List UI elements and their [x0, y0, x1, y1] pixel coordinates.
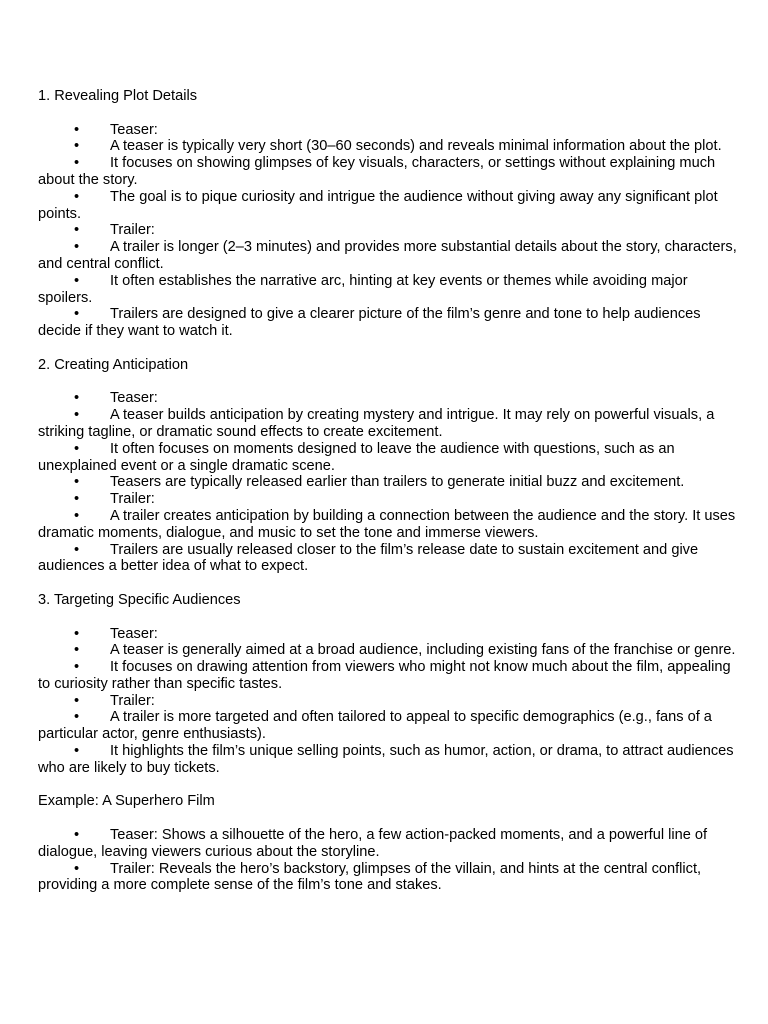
bullet-icon: •: [74, 491, 80, 508]
bullet-icon: •: [74, 155, 80, 172]
section: [38, 592, 738, 794]
bullet-text: A teaser is generally aimed at a broad audience, including existing fans of the franchise or genre.: [110, 642, 736, 659]
bullet-text: It focuses on drawing attention from viewers who might not know much about the film, appealing to curiosity rather than specific tastes.: [38, 659, 731, 692]
section: [38, 88, 738, 357]
bullet-icon: •: [74, 239, 80, 256]
bullet-item: [38, 122, 738, 139]
bullet-item: [38, 306, 738, 340]
bullet-item: [38, 407, 738, 441]
bullet-item: [38, 155, 738, 189]
bullet-icon: •: [74, 222, 80, 239]
bullet-text: Teasers are typically released earlier than trailers to generate initial buzz and excitement.: [110, 474, 685, 491]
section-heading: 3. Targeting Specific Audiences: [38, 591, 241, 608]
bullet-text: The goal is to pique curiosity and intrigue the audience without giving away any significant plot points.: [38, 188, 718, 222]
bullet-text: It often establishes the narrative arc, hinting at key events or themes while avoiding major spoilers.: [38, 272, 688, 306]
bullet-icon: •: [74, 692, 80, 709]
bullet-item: [38, 222, 738, 239]
bullet-icon: •: [74, 138, 80, 155]
bullet-icon: •: [74, 642, 80, 659]
bullet-icon: •: [74, 827, 80, 844]
bullet-icon: •: [74, 743, 80, 760]
bullet-item: [38, 441, 738, 475]
bullet-icon: •: [74, 440, 80, 457]
bullet-text: A trailer is more targeted and often tailored to appeal to specific demographics (e.g., fans of a particular actor, genre enthusiasts).: [38, 709, 712, 743]
bullet-item: [38, 659, 738, 693]
bullet-text: Trailers are usually released closer to the film’s release date to sustain excitement and give audiences a better idea of what to expect.: [38, 541, 699, 575]
bullet-icon: •: [74, 541, 80, 558]
bullet-text: A trailer is longer (2–3 minutes) and provides more substantial details about the story, characters, and central conflict.: [38, 239, 737, 272]
section: [38, 793, 738, 894]
bullet-item: [38, 390, 738, 407]
bullet-icon: •: [74, 390, 80, 407]
section-heading: 1. Revealing Plot Details: [38, 88, 197, 104]
bullet-text: A teaser is typically very short (30–60 seconds) and reveals minimal information about the plot.: [110, 138, 722, 155]
bullet-text: It often focuses on moments designed to leave the audience with questions, such as an unexplained event or a single dramatic scene.: [38, 440, 675, 474]
bullet-icon: •: [74, 188, 80, 205]
section-heading: Example: A Superhero Film: [38, 793, 215, 810]
bullet-item: [38, 508, 738, 542]
bullet-icon: •: [74, 407, 80, 424]
section-heading: 2. Creating Anticipation: [38, 356, 189, 373]
bullet-text: Trailer:: [110, 491, 155, 508]
bullet-item: [38, 861, 738, 895]
bullet-item: [38, 626, 738, 643]
bullet-icon: •: [74, 306, 80, 323]
bullet-item: [38, 642, 738, 659]
bullet-item: [38, 491, 738, 508]
bullet-icon: •: [74, 860, 80, 877]
bullet-item: [38, 827, 738, 861]
bullet-item: [38, 239, 738, 273]
bullet-text: Teaser:: [110, 390, 158, 407]
bullet-icon: •: [74, 659, 80, 676]
bullet-text: Trailer:: [110, 692, 155, 709]
bullet-item: [38, 189, 738, 223]
bullet-icon: •: [74, 121, 80, 138]
bullet-item: [38, 138, 738, 155]
bullet-text: It focuses on showing glimpses of key visuals, characters, or settings without explaining much about the story.: [38, 155, 716, 188]
bullet-item: [38, 474, 738, 491]
bullet-icon: •: [74, 709, 80, 726]
bullet-text: A teaser builds anticipation by creating mystery and intrigue. It may rely on powerful visuals, a striking tagline, or dramatic sound effects to create excitement.: [38, 407, 715, 440]
bullet-item: [38, 542, 738, 576]
bullet-icon: •: [74, 625, 80, 642]
bullet-text: It highlights the film’s unique selling points, such as humor, action, or drama, to attract audiences who are likely to buy tickets.: [38, 743, 734, 776]
bullet-item: [38, 709, 738, 743]
bullet-icon: •: [74, 272, 80, 289]
bullet-icon: •: [74, 474, 80, 491]
bullet-text: Teaser:: [110, 625, 158, 642]
bullet-item: [38, 693, 738, 710]
bullet-text: Trailer:: [110, 222, 155, 239]
bullet-text: Trailers are designed to give a clearer picture of the film’s genre and tone to help audiences decide if they want to watch it.: [38, 306, 701, 340]
bullet-item: [38, 273, 738, 307]
bullet-icon: •: [74, 507, 80, 524]
bullet-text: Trailer: Reveals the hero’s backstory, glimpses of the villain, and hints at the central conflict, providing a more complete sense of the film’s tone and stakes.: [38, 860, 702, 894]
section: [38, 357, 738, 592]
section-spacer: [38, 777, 738, 794]
section-spacer: [38, 575, 738, 592]
document-page: [38, 88, 738, 894]
section-spacer: [38, 340, 738, 357]
bullet-item: [38, 743, 738, 777]
bullet-text: Teaser:: [110, 121, 158, 138]
bullet-text: A trailer creates anticipation by building a connection between the audience and the story. It uses dramatic moments, dialogue, and music to set the tone and immerse viewers.: [38, 507, 736, 541]
bullet-text: Teaser: Shows a silhouette of the hero, a few action-packed moments, and a powerful line of dialogue, leaving viewers curious about the storyline.: [38, 827, 708, 860]
